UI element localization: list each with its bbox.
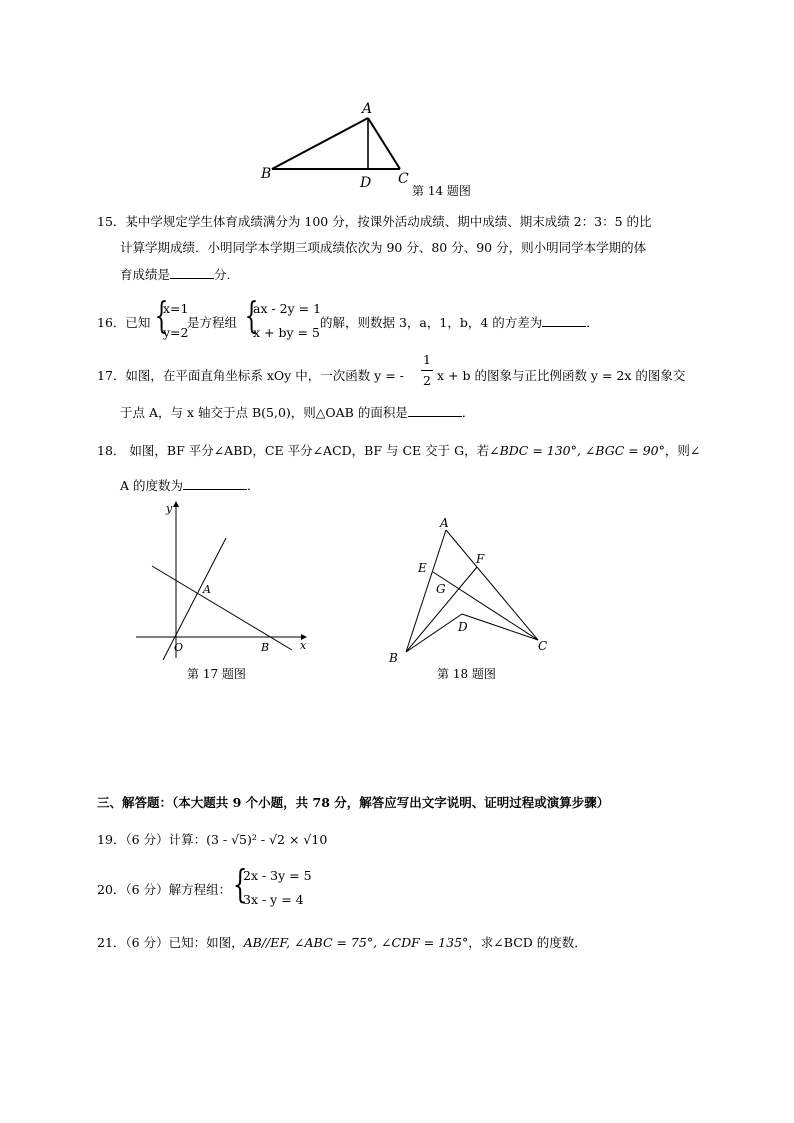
fig17-caption: 第 17 题图 — [187, 667, 246, 681]
q16-sol1: x=1 — [163, 301, 189, 316]
q19-line — [97, 830, 327, 848]
q21-end: ，求∠BCD 的度数． — [468, 935, 587, 950]
q18-line1-text: 18． 如图，BF 平分∠ABD，CE 平分∠ACD，BF 与 CE 交于 G，若 — [97, 443, 490, 458]
q20-eq1: 2x - 3y = 5 — [243, 868, 312, 883]
q16-suffix-text: 的解，则数据 3，a，1，b，4 的方差为 — [320, 315, 543, 330]
segment-ba — [272, 118, 368, 169]
q15-text-a: 育成绩是 — [120, 267, 171, 282]
label-b: B — [261, 166, 272, 182]
label-g18: G — [436, 582, 446, 596]
label-a18: A — [440, 516, 449, 530]
label-b18: B — [389, 651, 398, 665]
q18-line2-text: A 的度数为 — [120, 478, 184, 493]
q18-line1-end: ，则∠ — [664, 443, 701, 458]
segment-bd18 — [406, 614, 462, 652]
q16-brace-2: { — [244, 296, 259, 337]
segment-ec18 — [433, 572, 538, 640]
q16-blank — [542, 314, 586, 327]
q19-text: 19．（6 分）计算： — [97, 832, 207, 847]
q18-line2 — [120, 476, 260, 494]
segment-ac — [368, 118, 400, 169]
label-y: y — [166, 502, 173, 515]
q16-eq2: x + by = 5 — [253, 325, 320, 340]
q17-frac-num: 1 — [423, 352, 431, 367]
q18-blank — [183, 477, 247, 490]
label-x: x — [300, 639, 307, 652]
q15-line2: 计算学期成绩．小明同学本学期三项成绩依次为 90 分、80 分、90 分，则小明同学本学期的体 — [120, 240, 647, 255]
q17-line2-end: ． — [461, 405, 475, 420]
q15-blank — [170, 266, 214, 279]
q17-frac-bar — [421, 370, 433, 371]
q15-text-b: 分． — [214, 267, 240, 282]
q16-prefix: 16．已知 — [97, 315, 151, 330]
label-c18: C — [538, 639, 548, 653]
segment-bf18 — [406, 567, 477, 652]
label-a17: A — [203, 583, 211, 596]
q17-line2 — [120, 403, 474, 421]
label-d18: D — [458, 620, 468, 634]
q16-sol2: y=2 — [163, 325, 189, 340]
label-a: A — [362, 101, 373, 117]
label-e18: E — [418, 561, 427, 575]
q16-suffix — [320, 313, 599, 331]
fig14-caption: 第 14 题图 — [412, 184, 471, 198]
q17-frac-den: 2 — [423, 373, 431, 388]
q21-line — [97, 933, 587, 951]
q16-end: ． — [586, 315, 599, 330]
label-f18: F — [476, 552, 485, 566]
q20-eq2: 3x - y = 4 — [243, 892, 304, 907]
figure-17 — [130, 498, 320, 663]
q17-line1a: 17．如图，在平面直角坐标系 xOy 中，一次函数 y = - — [97, 368, 404, 383]
q16-brace-1: { — [154, 296, 169, 337]
q21-math: AB//EF, ∠ABC = 75°, ∠CDF = 135° — [243, 935, 469, 950]
line-y-2x — [163, 538, 226, 660]
q18-angles: ∠BDC = 130°, ∠BGC = 90° — [489, 443, 665, 458]
q20-text: 20．（6 分）解方程组： — [97, 882, 232, 897]
label-o: O — [174, 641, 184, 654]
figure-18 — [380, 512, 560, 667]
q16-eq1: ax - 2y = 1 — [253, 301, 322, 316]
fig18-caption: 第 18 题图 — [437, 667, 496, 681]
q17-line1b: x + b 的图象与正比例函数 y = 2x 的图象交 — [437, 368, 686, 383]
q21-text: 21．（6 分）已知：如图， — [97, 935, 244, 950]
label-b17: B — [261, 641, 270, 654]
q18-line2-end: ． — [247, 478, 260, 493]
q17-line2-text: 于点 A，与 x 轴交于点 B(5,0)，则△OAB 的面积是 — [120, 405, 408, 420]
section3-title: 三、解答题：（本大题共 9 个小题，共 78 分，解答应写出文字说明、证明过程或演算步骤） — [97, 795, 610, 810]
q20-brace: { — [232, 862, 248, 906]
q17-blank — [408, 404, 462, 417]
q19-expr: (3 - √5)² - √2 × √10 — [206, 832, 328, 847]
label-d: D — [360, 175, 372, 191]
q15-line1: 15．某中学规定学生体育成绩满分为 100 分，按课外活动成绩、期中成绩、期末成绩 2：3：5 的比 — [97, 214, 652, 229]
label-c: C — [398, 171, 409, 187]
q15-line3 — [120, 265, 239, 283]
figure-14 — [258, 96, 488, 196]
q18-line1 — [97, 441, 700, 459]
q16-mid: 是方程组 — [187, 315, 238, 330]
